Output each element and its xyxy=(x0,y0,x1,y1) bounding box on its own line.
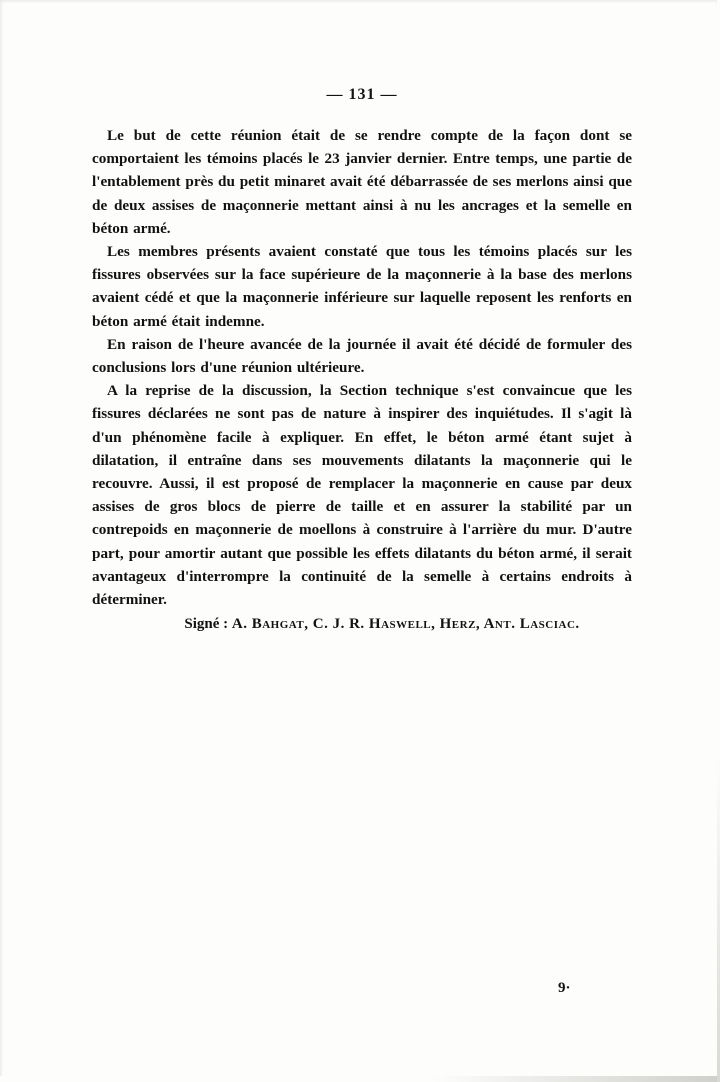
body-text xyxy=(92,124,632,611)
signature-line xyxy=(92,616,632,633)
signature-names: A. Bahgat, C. J. R. Haswell, Herz, Ant. Lasciac. xyxy=(231,616,580,633)
page-number-header: — 131 — xyxy=(326,86,398,103)
paragraph-3: En raison de l'heure avancée de la journée il avait été décidé de formuler des conclusions lors d'une réunion ultérieure. xyxy=(92,335,632,377)
paragraph-1: Le but de cette réunion était de se rendre compte de la façon dont se comportaient les témoins placés le 23 janvier dernier. Entre temps, une partie de l'entablement près du petit minaret avait été débarrassée de ses merlons ainsi que de deux assises de maçonnerie mettant ainsi à nu les ancrages et la semelle en béton armé. xyxy=(92,127,632,237)
scan-edge-shadow-bottom xyxy=(0,1076,720,1082)
paragraph-2: Les membres présents avaient constaté que tous les témoins placés sur les fissures observées sur la face supérieure de la maçonnerie à la base des merlons avaient cédé et que la maçonnerie inférieure sur laquelle reposent les renforts en béton armé était indemne. xyxy=(92,243,632,330)
signature-prefix: Signé : xyxy=(184,616,232,633)
paragraph-4: A la reprise de la discussion, la Section technique s'est convaincue que les fissures déclarées ne sont pas de nature à inspirer des inquiétudes. Il s'agit là d'un phénomène facile à expliquer. En effet, le béton armé étant sujet à dilatation, il entraîne dans ses mouvements dilatants la maçonnerie qui le recouvre. Aussi, il est proposé de remplacer la maçonnerie en cause par deux assises de gros blocs de pierre de taille et en assurer la stabilité par un contrepoids en maçonnerie de moellons à construire à l'arrière du mur. D'autre part, pour amortir autant que possible les effets dilatants du béton armé, il serait avantageux d'interrompre la continuité de la semelle à certains endroits à déterminer. xyxy=(92,382,632,609)
printer-signature-mark: 9· xyxy=(558,980,571,996)
text-block xyxy=(92,86,632,633)
